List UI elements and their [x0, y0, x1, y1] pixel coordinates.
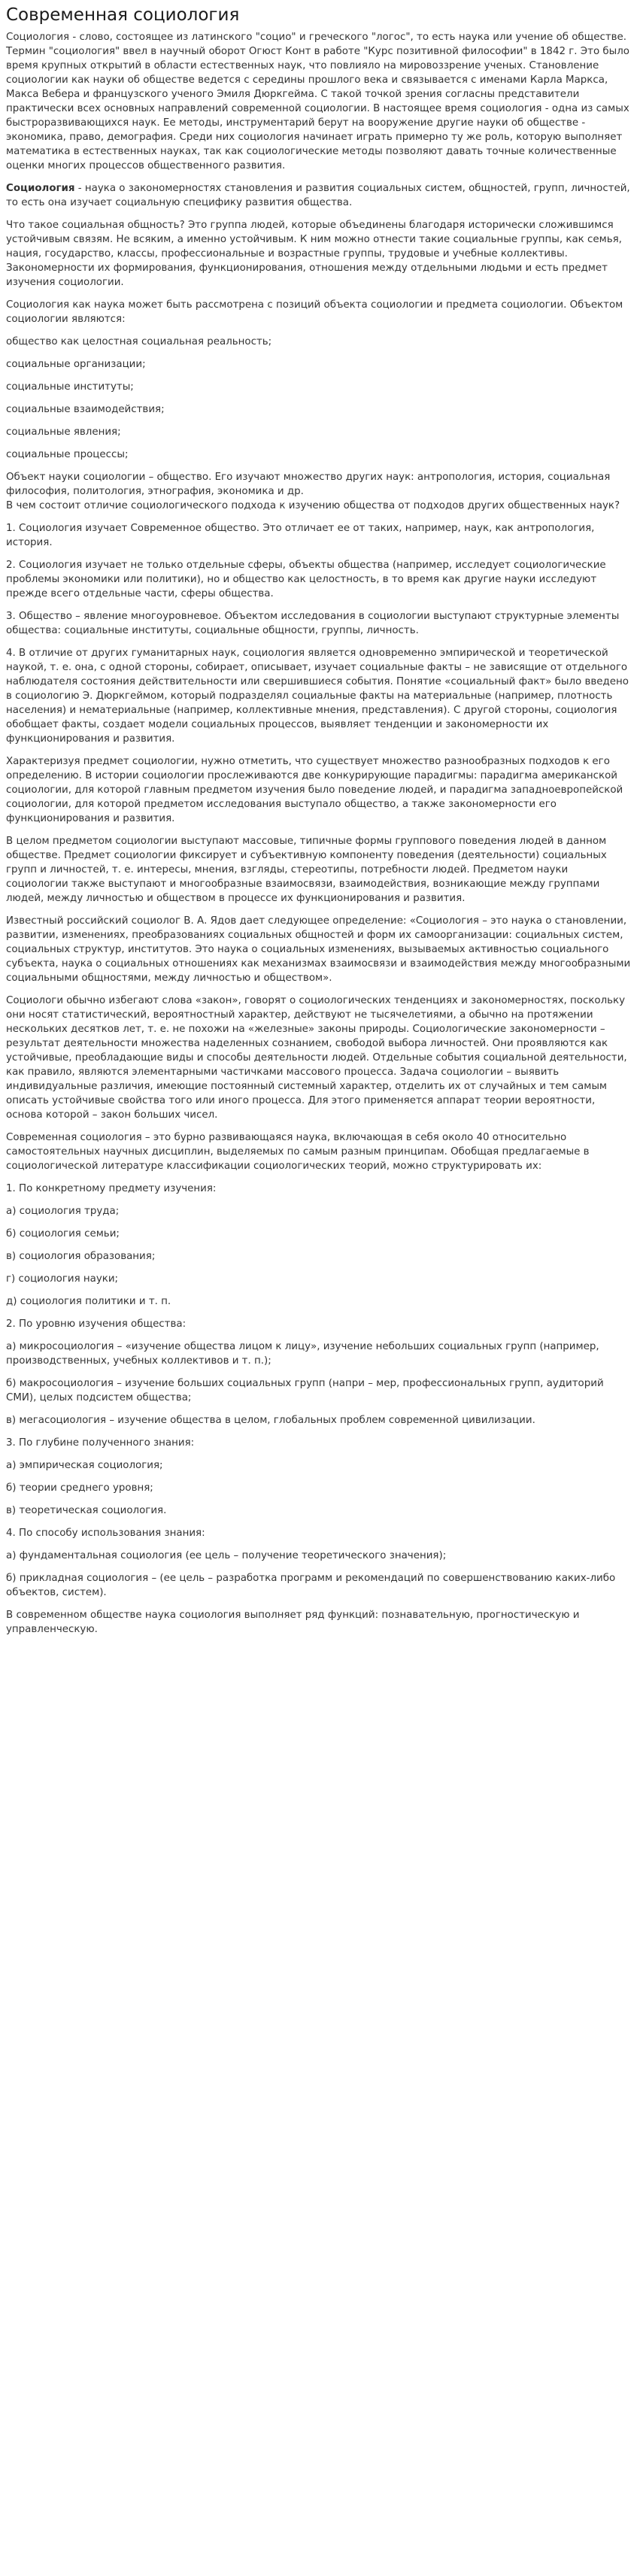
classification-2-heading: 2. По уровню изучения общества: — [6, 1318, 187, 1330]
classification-item: в) социология образования; — [6, 1251, 156, 1262]
difference-item-1: 1. Социология изучает Современное общество. Это отличает ее от таких, например, наук, как антропология, история. — [6, 523, 595, 548]
classification-3-heading: 3. По глубине полученного знания: — [6, 1437, 195, 1449]
subject-paradigms-paragraph: Характеризуя предмет социологии, нужно отметить, что существует множество разнообразных подходов к его определению. В истории социологии прослеживаются две конкурирующие парадигмы: парадигма американской социологии, для которой главным предметом изучения было поведение людей, и парадигма западноевропейской социологии, для которой предметом исследования выступало общество, а также закономерности его функционирования и развития. — [6, 756, 623, 824]
object-item: социальные взаимодействия; — [6, 404, 165, 415]
object-item: общество как целостная социальная реальность; — [6, 336, 272, 347]
laws-paragraph: Социологи обычно избегают слова «закон», говорят о социологических тенденциях и закономерностях, поскольку они носят статистический, вероятностный характер, действуют не тысячелетиями, а обычно на протяжении нескольких десятков лет, т. е. не похожи на «железные» законы природы. Социологические закономерности – результат деятельности множества наделенных сознанием, свободой выбора личностей. Они проявляются как устойчивые, преобладающие виды и способы деятельности людей. Отдельные события социальной деятельности, как правило, являются элементарными частичками массового процесса. Задача социологии – выявить индивидуальные различия, имеющие постоянный системный характер, отделить их от случайных и тем самым описать устойчивые свойства того или иного процесса. Для этого применяется аппарат теории вероятности, основа которой – закон больших чисел. — [6, 995, 627, 1121]
classification-item: а) фундаментальная социология (ее цель – получение теоретического значения); — [6, 1550, 447, 1561]
classification-item: б) прикладная социология – (ее цель – разработка программ и рекомендаций по совершенствованию каких-либо объектов, систем). — [6, 1573, 616, 1598]
functions-paragraph: В современном обществе наука социология выполняет ряд функций: познавательную, прогностическую и управленческую. — [6, 1610, 580, 1635]
difference-item-4: 4. В отличие от других гуманитарных наук, социология является одновременно эмпирической и теоретической наукой, т. е. она, с одной стороны, собирает, описывает, изучает социальные факты – не зависящие от отдельного наблюдателя состояния действительности или свершившиеся события. Понятие «социальный факт» было введено в социологию Э. Дюркгеймом, который подразделял социальные факты на материальные (например, плотность населения) и нематериальные (например, коллективные мнения, представления). С другой стороны, социология обобщает факты, создает модели социальных процессов, выявляет тенденции и закономерности их функционирования и развития. — [6, 648, 629, 745]
object-subject-paragraph: Социология как наука может быть рассмотрена с позиций объекта социологии и предмета социологии. Объектом социологии являются: — [6, 299, 623, 325]
object-item: социальные процессы; — [6, 449, 129, 460]
classification-item: б) теории среднего уровня; — [6, 1482, 153, 1494]
definition-text: - наука о закономерностях становления и развития социальных систем, общностей, групп, личностей, то есть она изучает социальную специфику развития общества. — [6, 183, 630, 208]
social-community-paragraph: Что такое социальная общность? Это группа людей, которые объединены благодаря исторически сложившимся устойчивым связям. Не всяким, а именно устойчивым. К ним можно отнести такие социальные группы, как семья, нация, государство, классы, профессиональные и возрастные группы, трудовые и учебные коллективы. Закономерности их формирования, функционирования, отношения между отдельными людьми и есть предмет изучения социологии. — [6, 220, 622, 288]
difference-item-2: 2. Социология изучает не только отдельные сферы, объекты общества (например, исследует социологические проблемы экономики или политики), но и общество как целостность, в то время как другие науки исследуют прежде всего отдельные части, сферы общества. — [6, 560, 606, 599]
classification-item: б) социология семьи; — [6, 1228, 120, 1239]
classification-item: а) социология труда; — [6, 1206, 120, 1217]
classification-item: г) социология науки; — [6, 1273, 119, 1285]
definition-paragraph — [6, 181, 631, 210]
intro-paragraph: Социология - слово, состоящее из латинского "социо" и греческого "логос", то есть наука или учение об обществе. Термин "социология" ввел в научный оборот Огюст Конт в работе "Курс позитивной философии" в 1842 г. Это было время крупных открытий в области естественных наук, что повлияло на мировоззрение ученых. Становление социологии как науки об обществе ведется с середины прошлого века и связывается с именами Карла Маркса, Макса Вебера и французского ученого Эмиля Дюркгейма. С такой точкой зрения согласны представители практически всех основных направлений современной социологии. В настоящее время социология - одна из самых быстроразвивающихся наук. Ее методы, инструментарий берут на вооружение другие науки об обществе - экономика, право, демография. Среди них социология начинает играть примерно ту же роль, которую выполняет математика в естественных науках, так как социологические методы позволяют давать точные количественные оценки многих процессов общественного развития. — [6, 32, 629, 171]
classification-item: а) эмпирическая социология; — [6, 1460, 163, 1471]
object-item: социальные явления; — [6, 426, 121, 438]
object-item: социальные институты; — [6, 381, 134, 393]
classification-item: д) социология политики и т. п. — [6, 1296, 171, 1307]
classification-item: в) теоретическая социология. — [6, 1505, 167, 1516]
modern-sociology-paragraph: Современная социология – это бурно развивающаяся наука, включающая в себя около 40 относительно самостоятельных научных дисциплин, выделяемых по самым разным принципам. Обобщая предлагаемые в социологической литературе классификации социологических теорий, можно структурировать их: — [6, 1132, 590, 1172]
classification-item: в) мегасоциология – изучение общества в целом, глобальных проблем современной цивилизации. — [6, 1415, 535, 1426]
difference-item-3: 3. Общество – явление многоуровневое. Объектом исследования в социологии выступают структурные элементы общества: социальные институты, социальные общности, группы, личность. — [6, 611, 620, 636]
yadov-definition-paragraph: Известный российский социолог В. А. Ядов дает следующее определение: «Социология – это наука о становлении, развитии, изменениях, преобразованиях социальных общностей и форм их самоорганизации: социальных систем, социальных структур, институтов. Это наука о социальных изменениях, вызываемых активностью социального субъекта, наука о социальных отношениях как механизмах взаимосвязи и взаимодействия между многообразными социальными общностями, между личностью и обществом». — [6, 915, 631, 984]
page-title: Современная социология — [6, 5, 240, 25]
classification-1-heading: 1. По конкретному предмету изучения: — [6, 1183, 217, 1194]
object-science-paragraph: Объект науки социологии – общество. Его изучают множество других наук: антропология, история, социальная философия, политология, этнография, экономика и др. — [6, 472, 611, 497]
subject-paragraph: В целом предметом социологии выступают массовые, типичные формы группового поведения людей в данном обществе. Предмет социологии фиксирует и субъективную компоненту поведения (деятельности) социальных групп и личностей, т. е. интересы, мнения, взгляды, стереотипы, потребности людей. Предметом науки социологии также выступают и многообразные взаимосвязи, взаимодействия, возникающие между группами людей, между личностью и обществом в процессе их функционирования и развития. — [6, 836, 607, 904]
classification-4-heading: 4. По способу использования знания: — [6, 1528, 205, 1539]
difference-question: В чем состоит отличие социологического подхода к изучению общества от подходов других общественных наук? — [6, 500, 620, 511]
classification-item: а) микросоциология – «изучение общества лицом к лицу», изучение небольших социальных групп (например, производственных, учебных коллективов и т. п.); — [6, 1341, 599, 1367]
object-item: социальные организации; — [6, 359, 146, 370]
classification-item: б) макросоциология – изучение больших социальных групп (напри – мер, профессиональных групп, аудиторий СМИ), целых подсистем общества; — [6, 1378, 604, 1403]
definition-term: Социология — [6, 183, 75, 194]
